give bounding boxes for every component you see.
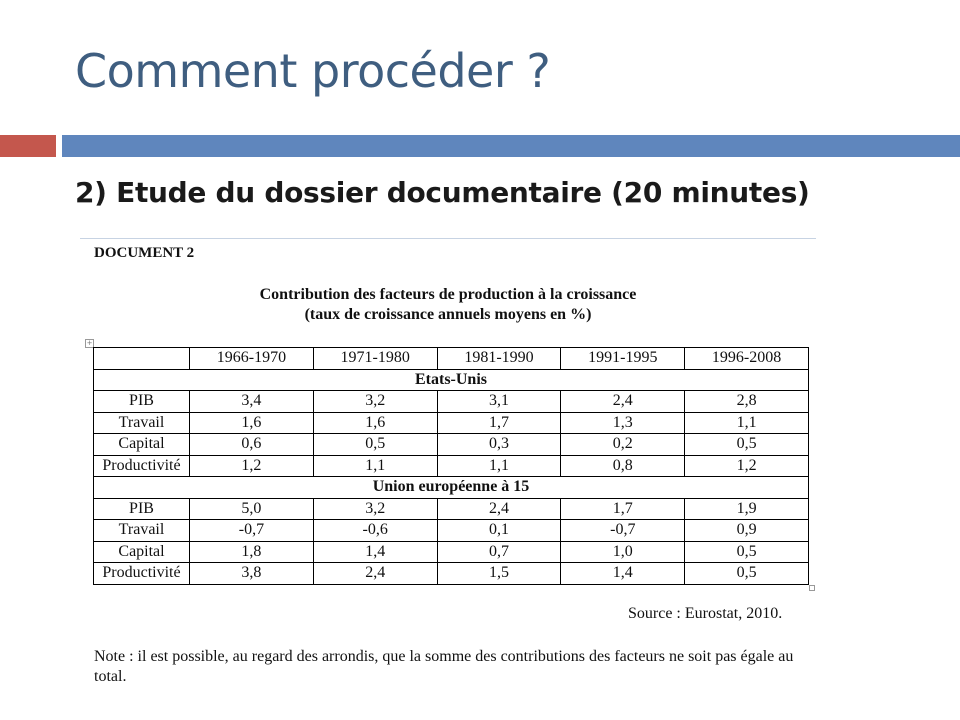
table-cell: -0,7 bbox=[561, 520, 685, 542]
source-text: Source : Eurostat, 2010. bbox=[628, 605, 783, 622]
document-label: DOCUMENT 2 bbox=[94, 245, 195, 261]
table-cell: 2,4 bbox=[561, 391, 685, 413]
table-cell: 3,8 bbox=[190, 563, 314, 585]
section-row bbox=[94, 477, 809, 499]
table-cell: 1,6 bbox=[190, 412, 314, 434]
row-label: Travail bbox=[94, 520, 190, 542]
table-row bbox=[94, 498, 809, 520]
table-cell: 5,0 bbox=[190, 498, 314, 520]
table-row bbox=[94, 563, 809, 585]
table-cell: 0,7 bbox=[437, 541, 561, 563]
table-cell: 1,0 bbox=[561, 541, 685, 563]
row-label: Capital bbox=[94, 434, 190, 456]
section-row bbox=[94, 369, 809, 391]
table-cell: -0,7 bbox=[190, 520, 314, 542]
table-cell: 0,5 bbox=[685, 434, 809, 456]
document-title-line2: (taux de croissance annuels moyens en %) bbox=[304, 306, 592, 323]
table-row bbox=[94, 412, 809, 434]
row-label: Capital bbox=[94, 541, 190, 563]
data-table bbox=[93, 347, 809, 585]
table-resize-handle-icon bbox=[809, 585, 815, 591]
slide-title: Comment procéder ? bbox=[75, 44, 551, 98]
table-cell: 1,4 bbox=[561, 563, 685, 585]
table-cell: 0,1 bbox=[437, 520, 561, 542]
document-title bbox=[80, 285, 816, 325]
accent-bar-red bbox=[0, 135, 56, 157]
table-cell: 0,5 bbox=[685, 563, 809, 585]
table-cell: 1,3 bbox=[561, 412, 685, 434]
table-cell: 1,8 bbox=[190, 541, 314, 563]
table-cell: 3,4 bbox=[190, 391, 314, 413]
table-cell: 0,9 bbox=[685, 520, 809, 542]
table-cell: 1,1 bbox=[437, 455, 561, 477]
table-cell: 0,5 bbox=[685, 541, 809, 563]
row-label: PIB bbox=[94, 498, 190, 520]
table-row bbox=[94, 520, 809, 542]
table-cell: -0,6 bbox=[313, 520, 437, 542]
table-cell: 2,8 bbox=[685, 391, 809, 413]
note-text: Note : il est possible, au regard des arrondis, que la somme des contributions des facteurs ne soit pas égale au total. bbox=[94, 648, 794, 685]
header-cell: 1991-1995 bbox=[561, 348, 685, 370]
header-cell: 1996-2008 bbox=[685, 348, 809, 370]
table-cell: 1,2 bbox=[685, 455, 809, 477]
header-cell bbox=[94, 348, 190, 370]
table-cell: 1,5 bbox=[437, 563, 561, 585]
table-cell: 0,6 bbox=[190, 434, 314, 456]
row-label: PIB bbox=[94, 391, 190, 413]
document-title-line1: Contribution des facteurs de production à la croissance bbox=[259, 286, 637, 303]
row-label: Productivité bbox=[94, 455, 190, 477]
table-cell: 1,7 bbox=[561, 498, 685, 520]
section-heading: Etats-Unis bbox=[94, 369, 809, 391]
table-cell: 0,2 bbox=[561, 434, 685, 456]
table-cell: 1,4 bbox=[313, 541, 437, 563]
document-image bbox=[80, 238, 816, 701]
table-row bbox=[94, 391, 809, 413]
slide-subtitle: 2) Etude du dossier documentaire (20 minutes) bbox=[75, 176, 810, 209]
section-heading: Union européenne à 15 bbox=[94, 477, 809, 499]
table-row bbox=[94, 455, 809, 477]
table-cell: 1,2 bbox=[190, 455, 314, 477]
row-label: Travail bbox=[94, 412, 190, 434]
table-cell: 3,2 bbox=[313, 391, 437, 413]
table-cell: 1,9 bbox=[685, 498, 809, 520]
table-header-row bbox=[94, 348, 809, 370]
table-cell: 0,3 bbox=[437, 434, 561, 456]
row-label: Productivité bbox=[94, 563, 190, 585]
table-cell: 2,4 bbox=[437, 498, 561, 520]
table-cell: 3,1 bbox=[437, 391, 561, 413]
header-cell: 1966-1970 bbox=[190, 348, 314, 370]
table-row bbox=[94, 434, 809, 456]
table-cell: 2,4 bbox=[313, 563, 437, 585]
table-cell: 1,1 bbox=[685, 412, 809, 434]
table-cell: 1,6 bbox=[313, 412, 437, 434]
table-cell: 0,5 bbox=[313, 434, 437, 456]
table-cell: 3,2 bbox=[313, 498, 437, 520]
table-cell: 1,1 bbox=[313, 455, 437, 477]
table-row bbox=[94, 541, 809, 563]
table-anchor-icon: + bbox=[86, 339, 93, 347]
header-cell: 1971-1980 bbox=[313, 348, 437, 370]
header-cell: 1981-1990 bbox=[437, 348, 561, 370]
table-cell: 1,7 bbox=[437, 412, 561, 434]
accent-bar-blue bbox=[62, 135, 960, 157]
table-cell: 0,8 bbox=[561, 455, 685, 477]
